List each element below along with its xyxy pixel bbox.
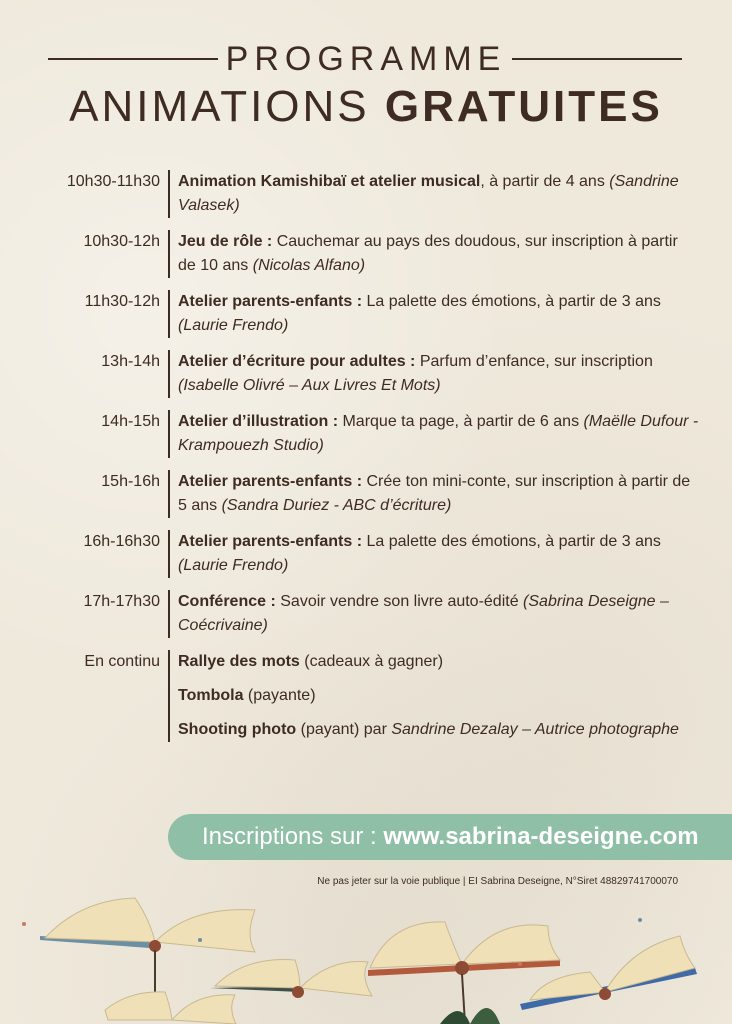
activity-title: Jeu de rôle : — [178, 233, 273, 250]
time-slot: 10h30-11h30 — [66, 173, 160, 190]
flying-books-illustration — [0, 880, 732, 1024]
activity-host: (Sandrine Valasek) — [178, 173, 679, 214]
continuous-item — [178, 718, 700, 742]
activity-title: Animation Kamishibaï et atelier musical — [178, 173, 481, 190]
time-slot: 16h-16h30 — [83, 533, 160, 550]
activity-details: (payante) — [243, 687, 316, 704]
title-light: ANIMATIONS — [69, 82, 370, 131]
book-3 — [368, 922, 560, 1024]
activity-title: Conférence : — [178, 593, 276, 610]
schedule-row — [40, 350, 700, 398]
schedule-row — [40, 530, 700, 578]
activity-host: Sandrine Dezalay – Autrice photographe — [391, 721, 679, 738]
activity-details: Crée ton mini-conte, sur inscription à partir de 5 ans — [178, 473, 691, 514]
activity-details: Marque ta page, à partir de 6 ans — [342, 413, 584, 430]
time-slot: 15h-16h — [101, 473, 160, 490]
schedule-row — [40, 410, 700, 458]
activity-details: (cadeaux à gagner) — [299, 653, 444, 670]
schedule-row — [40, 290, 700, 338]
activity-title: Tombola — [178, 687, 244, 704]
activity-host: (Sandra Duriez - ABC d’écriture) — [221, 497, 452, 514]
activity-title: Atelier parents-enfants : — [178, 293, 363, 310]
time-slot: 13h-14h — [101, 353, 160, 370]
activity-details: La palette des émotions, à partir de 3 ans — [366, 293, 661, 310]
activity-details: Savoir vendre son livre auto-édité — [280, 593, 524, 610]
schedule-row — [40, 590, 700, 638]
activity-host: (Isabelle Olivré – Aux Livres Et Mots) — [178, 377, 441, 394]
activity-description — [168, 650, 700, 742]
activity-description — [168, 470, 700, 518]
header-kicker: PROGRAMME — [225, 40, 507, 78]
activity-details: Parfum d’enfance, sur inscription — [419, 353, 653, 370]
activity-title: Atelier d’écriture pour adultes : — [178, 353, 416, 370]
continuous-item — [178, 650, 700, 674]
activity-details: à partir de 4 ans — [489, 173, 610, 190]
legal-footer: Ne pas jeter sur la voie publique | EI Sabrina Deseigne, N°Siret 48829741700070 — [317, 876, 678, 887]
schedule-list — [40, 170, 700, 754]
activity-details: La palette des émotions, à partir de 3 ans — [366, 533, 661, 550]
activity-host: (Nicolas Alfano) — [252, 257, 366, 274]
activity-host: (Laurie Frendo) — [178, 317, 289, 334]
page-title — [0, 82, 732, 132]
time-slot: En continu — [84, 653, 160, 670]
activity-description — [168, 410, 700, 458]
activity-description — [168, 590, 700, 638]
activity-title: Shooting photo — [178, 721, 297, 738]
activity-host: (Laurie Frendo) — [178, 557, 289, 574]
activity-title: Atelier d’illustration : — [178, 413, 339, 430]
activity-details: Cauchemar au pays des doudous, sur inscription à partir de 10 ans — [178, 233, 678, 274]
book-2 — [210, 960, 372, 998]
activity-details: (payant) par — [296, 721, 392, 738]
activity-description — [168, 170, 700, 218]
time-slot: 10h30-12h — [83, 233, 160, 250]
schedule-row — [40, 470, 700, 518]
activity-description — [168, 290, 700, 338]
activity-title: Atelier parents-enfants : — [178, 533, 363, 550]
continuous-activities — [40, 650, 700, 742]
registration-banner[interactable] — [168, 814, 732, 860]
time-slot: 17h-17h30 — [83, 593, 160, 610]
schedule-row — [40, 230, 700, 278]
header — [0, 38, 732, 138]
activity-host: (Sabrina Deseigne – Coécrivaine) — [178, 593, 669, 634]
schedule-row — [40, 170, 700, 218]
activity-description — [168, 230, 700, 278]
website-link[interactable]: www.sabrina-deseigne.com — [383, 823, 699, 850]
activity-description — [168, 530, 700, 578]
activity-description — [168, 350, 700, 398]
time-slot: 11h30-12h — [84, 293, 160, 310]
title-bold: GRATUITES — [384, 82, 663, 131]
time-slot: 14h-15h — [101, 413, 160, 430]
activity-title: Rallye des mots — [178, 653, 300, 670]
activity-title: Atelier parents-enfants : — [178, 473, 363, 490]
continuous-item — [178, 684, 700, 708]
banner-label: Inscriptions sur : — [202, 823, 384, 850]
activity-separator: , — [480, 173, 490, 190]
book-5 — [105, 992, 236, 1024]
activity-host: (Maëlle Dufour - Krampouezh Studio) — [178, 413, 699, 454]
